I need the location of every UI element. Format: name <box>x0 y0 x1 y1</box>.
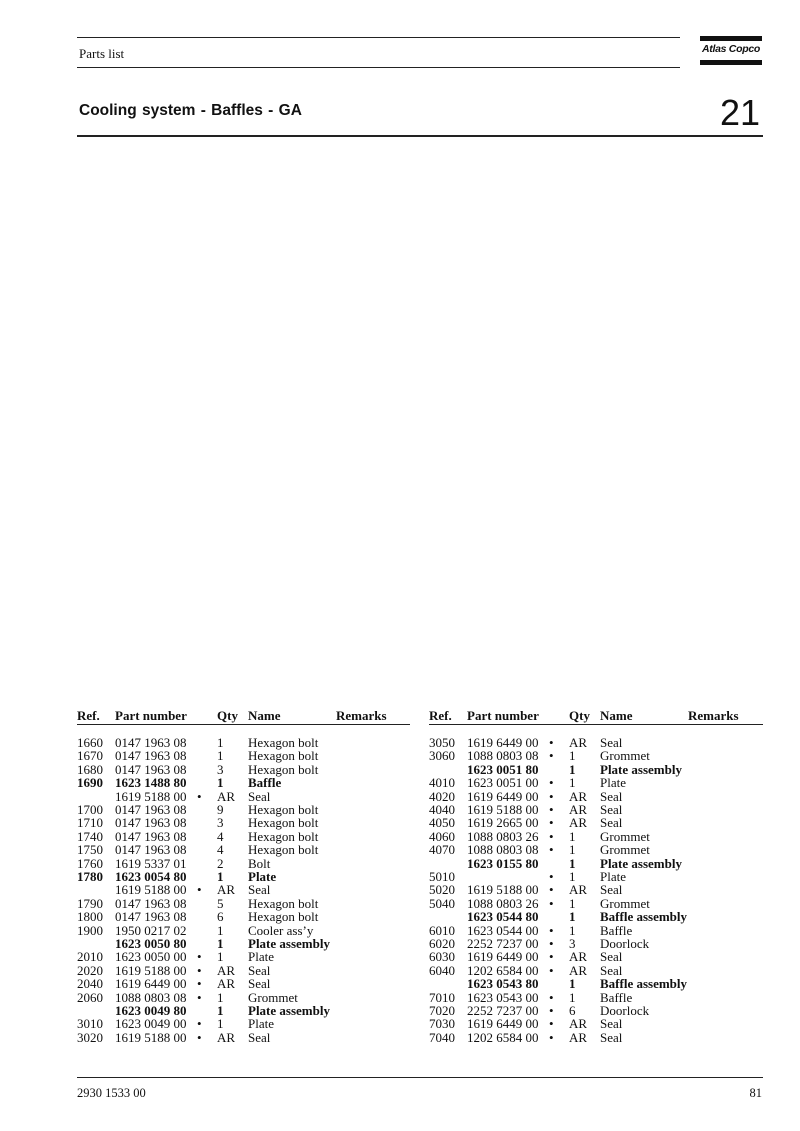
cell-name: Plate <box>600 775 626 791</box>
cell-bullet: • <box>549 895 554 911</box>
cell-qty: 6 <box>569 1003 576 1018</box>
cell-part-number: 1623 0049 80 <box>115 1003 187 1018</box>
cell-name: Grommet <box>600 895 650 911</box>
cell-part-number: 1950 0217 02 <box>115 922 187 938</box>
cell-qty: AR <box>569 949 588 965</box>
col-remarks-header-left: Remarks <box>336 708 387 723</box>
cell-ref: 4050 <box>429 815 455 831</box>
cell-bullet: • <box>197 1016 202 1032</box>
header-top-rule <box>77 37 680 38</box>
cell-qty: AR <box>569 735 588 750</box>
cell-ref: 5010 <box>429 869 455 884</box>
cell-qty: 1 <box>569 909 576 925</box>
cell-part-number: 0147 1963 08 <box>115 802 187 817</box>
cell-qty: 1 <box>569 842 576 858</box>
cell-name: Seal <box>248 882 271 898</box>
cell-qty: 1 <box>217 1003 224 1018</box>
cell-bullet: • <box>549 788 554 804</box>
cell-part-number: 1623 0543 00 <box>467 989 539 1005</box>
cell-name: Plate <box>248 1016 274 1032</box>
cell-name: Hexagon bolt <box>248 802 319 817</box>
cell-name: Baffle <box>600 922 633 938</box>
cell-part-number: 0147 1963 08 <box>115 895 187 911</box>
cell-bullet: • <box>549 735 554 750</box>
col-qty-header-right: Qty <box>569 708 590 723</box>
cell-name: Hexagon bolt <box>248 748 319 764</box>
cell-bullet: • <box>197 788 202 804</box>
cell-ref: 1790 <box>77 895 103 911</box>
cell-ref: 5040 <box>429 895 455 911</box>
cell-qty: 1 <box>217 1016 224 1032</box>
cell-name: Seal <box>248 976 271 992</box>
cell-qty: 3 <box>217 761 224 777</box>
cell-bullet: • <box>549 815 554 831</box>
cell-qty: 4 <box>217 842 224 858</box>
cell-part-number: 0147 1963 08 <box>115 842 187 858</box>
cell-part-number: 1088 0803 08 <box>115 989 187 1005</box>
cell-ref: 1780 <box>77 869 103 884</box>
cell-name: Plate assembly <box>248 936 330 951</box>
header-bottom-rule <box>77 67 680 68</box>
cell-qty: 3 <box>569 936 576 951</box>
cell-ref: 6020 <box>429 936 455 951</box>
cell-qty: 6 <box>217 909 224 925</box>
cell-name: Doorlock <box>600 936 650 951</box>
cell-part-number: 1619 6449 00 <box>467 735 539 750</box>
cell-qty: AR <box>217 962 236 978</box>
cell-ref: 3060 <box>429 748 455 764</box>
cell-name: Seal <box>600 962 623 978</box>
cell-ref: 3010 <box>77 1016 103 1032</box>
col-ref-header-right: Ref. <box>429 708 452 723</box>
header-label: Parts list <box>79 46 125 61</box>
cell-bullet: • <box>549 1016 554 1032</box>
cell-part-number: 1623 0050 00 <box>115 949 187 965</box>
cell-qty: AR <box>217 1029 236 1045</box>
cell-ref: 5020 <box>429 882 455 898</box>
cell-part-number: 1623 0155 80 <box>467 855 539 871</box>
atlas-copco-logo <box>700 36 762 66</box>
cell-name: Plate <box>248 949 274 965</box>
cell-name: Seal <box>600 949 623 965</box>
table-header-rule-left <box>77 724 410 725</box>
cell-name: Hexagon bolt <box>248 735 319 750</box>
cell-name: Doorlock <box>600 1003 650 1018</box>
cell-name: Grommet <box>248 989 298 1005</box>
col-part-header-right: Part number <box>467 708 539 723</box>
cell-name: Grommet <box>600 842 650 858</box>
cell-qty: 1 <box>569 922 576 938</box>
cell-ref: 1690 <box>77 775 103 791</box>
cell-ref: 2020 <box>77 962 103 978</box>
cell-name: Hexagon bolt <box>248 895 319 911</box>
cell-name: Hexagon bolt <box>248 842 319 858</box>
cell-bullet: • <box>197 882 202 898</box>
cell-bullet: • <box>549 882 554 898</box>
cell-qty: 1 <box>217 869 224 884</box>
cell-name: Baffle <box>600 989 633 1005</box>
cell-ref: 6040 <box>429 962 455 978</box>
cell-ref: 1740 <box>77 828 103 844</box>
cell-name: Seal <box>600 735 623 750</box>
cell-qty: 1 <box>569 828 576 844</box>
page-title: Cooling system - Baffles - GA <box>79 102 302 119</box>
cell-name: Baffle assembly <box>600 976 688 992</box>
cell-bullet: • <box>549 922 554 938</box>
cell-qty: 1 <box>569 869 576 884</box>
cell-ref: 2010 <box>77 949 103 965</box>
cell-part-number: 1619 5188 00 <box>115 962 187 978</box>
cell-part-number: 1619 6449 00 <box>467 949 539 965</box>
cell-part-number: 1202 6584 00 <box>467 962 539 978</box>
cell-part-number: 0147 1963 08 <box>115 828 187 844</box>
cell-qty: 1 <box>569 855 576 871</box>
cell-ref: 1700 <box>77 802 103 817</box>
cell-ref: 4060 <box>429 828 455 844</box>
cell-ref: 3050 <box>429 735 455 750</box>
title-rule <box>77 135 763 137</box>
cell-name: Hexagon bolt <box>248 761 319 777</box>
cell-qty: 4 <box>217 828 224 844</box>
cell-part-number: 1623 0543 80 <box>467 976 539 992</box>
cell-qty: 1 <box>217 748 224 764</box>
cell-ref: 1760 <box>77 855 103 871</box>
cell-qty: 1 <box>569 775 576 791</box>
footer-rule <box>77 1077 763 1078</box>
cell-name: Bolt <box>248 855 271 871</box>
cell-qty: 1 <box>569 748 576 764</box>
col-remarks-header-right: Remarks <box>688 708 739 723</box>
cell-part-number: 1088 0803 26 <box>467 895 539 911</box>
cell-part-number: 1088 0803 08 <box>467 748 539 764</box>
cell-bullet: • <box>549 989 554 1005</box>
cell-bullet: • <box>197 962 202 978</box>
col-qty-header-left: Qty <box>217 708 238 723</box>
cell-name: Hexagon bolt <box>248 909 319 925</box>
cell-ref: 2060 <box>77 989 103 1005</box>
cell-part-number: 1619 6449 00 <box>115 976 187 992</box>
cell-qty: 2 <box>217 855 224 871</box>
cell-qty: 5 <box>217 895 224 911</box>
cell-qty: AR <box>569 1029 588 1045</box>
cell-qty: AR <box>569 1016 588 1032</box>
cell-name: Hexagon bolt <box>248 815 319 831</box>
col-ref-header-left: Ref. <box>77 708 100 723</box>
table-header-rule-right <box>429 724 763 725</box>
cell-part-number: 1619 5188 00 <box>467 802 539 817</box>
cell-qty: 1 <box>217 989 224 1005</box>
cell-name: Seal <box>248 962 271 978</box>
cell-part-number: 2252 7237 00 <box>467 936 539 951</box>
cell-part-number: 1623 0054 80 <box>115 869 187 884</box>
cell-name: Seal <box>600 788 623 804</box>
cell-ref: 4070 <box>429 842 455 858</box>
cell-part-number: 1088 0803 08 <box>467 842 539 858</box>
cell-part-number: 1623 0049 00 <box>115 1016 187 1032</box>
cell-ref: 1750 <box>77 842 103 858</box>
cell-bullet: • <box>549 828 554 844</box>
cell-bullet: • <box>549 869 554 884</box>
cell-part-number: 1623 0544 80 <box>467 909 539 925</box>
cell-ref: 7030 <box>429 1016 455 1032</box>
cell-ref: 1800 <box>77 909 103 925</box>
cell-ref: 6030 <box>429 949 455 965</box>
cell-part-number: 0147 1963 08 <box>115 748 187 764</box>
document-code: 2930 1533 00 <box>77 1086 146 1100</box>
cell-qty: 1 <box>217 735 224 750</box>
cell-qty: 1 <box>217 775 224 791</box>
cell-name: Plate assembly <box>600 855 682 871</box>
cell-part-number: 0147 1963 08 <box>115 761 187 777</box>
cell-part-number: 1619 5337 01 <box>115 855 187 871</box>
cell-bullet: • <box>197 949 202 965</box>
cell-ref: 2040 <box>77 976 103 992</box>
cell-name: Grommet <box>600 748 650 764</box>
cell-bullet: • <box>549 949 554 965</box>
section-number: 21 <box>719 92 760 133</box>
cell-name: Seal <box>600 802 623 817</box>
cell-qty: 1 <box>569 989 576 1005</box>
cell-bullet: • <box>549 962 554 978</box>
cell-name: Seal <box>600 815 623 831</box>
cell-qty: AR <box>569 815 588 831</box>
cell-part-number: 1619 2665 00 <box>467 815 539 831</box>
cell-qty: AR <box>569 802 588 817</box>
cell-part-number: 1619 5188 00 <box>115 882 187 898</box>
cell-name: Plate assembly <box>248 1003 330 1018</box>
cell-ref: 4040 <box>429 802 455 817</box>
cell-name: Hexagon bolt <box>248 828 319 844</box>
cell-ref: 7010 <box>429 989 455 1005</box>
cell-ref: 7040 <box>429 1029 455 1045</box>
col-name-header-right: Name <box>600 708 633 723</box>
cell-qty: AR <box>569 962 588 978</box>
cell-bullet: • <box>549 936 554 951</box>
cell-name: Plate assembly <box>600 761 682 777</box>
cell-ref: 6010 <box>429 922 455 938</box>
cell-part-number: 1619 6449 00 <box>467 1016 539 1032</box>
cell-ref: 1680 <box>77 761 103 777</box>
cell-name: Seal <box>600 882 623 898</box>
cell-ref: 7020 <box>429 1003 455 1018</box>
col-name-header-left: Name <box>248 708 281 723</box>
cell-part-number: 0147 1963 08 <box>115 815 187 831</box>
cell-qty: AR <box>217 882 236 898</box>
cell-part-number: 1619 6449 00 <box>467 788 539 804</box>
cell-bullet: • <box>549 1029 554 1045</box>
cell-ref: 1670 <box>77 748 103 764</box>
cell-part-number: 1623 1488 80 <box>115 775 187 791</box>
cell-bullet: • <box>197 976 202 992</box>
cell-part-number: 0147 1963 08 <box>115 735 187 750</box>
col-part-header-left: Part number <box>115 708 187 723</box>
cell-ref: 4010 <box>429 775 455 791</box>
cell-bullet: • <box>197 989 202 1005</box>
cell-part-number: 1623 0050 80 <box>115 936 187 951</box>
cell-name: Grommet <box>600 828 650 844</box>
cell-ref: 1660 <box>77 735 103 750</box>
cell-part-number: 2252 7237 00 <box>467 1003 539 1018</box>
cell-part-number: 0147 1963 08 <box>115 909 187 925</box>
logo-text: Atlas Copco <box>702 43 760 55</box>
cell-name: Baffle assembly <box>600 909 688 925</box>
cell-bullet: • <box>549 842 554 858</box>
cell-part-number: 1619 5188 00 <box>115 1029 187 1045</box>
cell-part-number: 1088 0803 26 <box>467 828 539 844</box>
cell-part-number: 1202 6584 00 <box>467 1029 539 1045</box>
cell-ref: 4020 <box>429 788 455 804</box>
cell-name: Plate <box>600 869 626 884</box>
cell-qty: 1 <box>569 761 576 777</box>
cell-part-number: 1623 0544 00 <box>467 922 539 938</box>
cell-ref: 1710 <box>77 815 103 831</box>
cell-qty: 3 <box>217 815 224 831</box>
cell-qty: 1 <box>569 895 576 911</box>
cell-qty: 9 <box>217 802 224 817</box>
cell-name: Seal <box>600 1016 623 1032</box>
cell-part-number: 1619 5188 00 <box>467 882 539 898</box>
footer-page-number: 81 <box>749 1086 762 1100</box>
cell-name: Seal <box>600 1029 623 1045</box>
cell-qty: 1 <box>217 922 224 938</box>
cell-part-number: 1623 0051 00 <box>467 775 539 791</box>
cell-qty: AR <box>217 788 236 804</box>
cell-qty: AR <box>569 788 588 804</box>
cell-bullet: • <box>549 1003 554 1018</box>
cell-qty: 1 <box>569 976 576 992</box>
cell-name: Seal <box>248 1029 271 1045</box>
cell-part-number: 1619 5188 00 <box>115 788 187 804</box>
cell-name: Seal <box>248 788 271 804</box>
cell-name: Plate <box>248 869 277 884</box>
cell-name: Baffle <box>248 775 282 791</box>
cell-bullet: • <box>549 748 554 764</box>
cell-bullet: • <box>549 775 554 791</box>
cell-part-number: 1623 0051 80 <box>467 761 539 777</box>
cell-qty: 1 <box>217 936 224 951</box>
cell-ref: 1900 <box>77 922 103 938</box>
cell-name: Cooler ass’y <box>248 922 314 938</box>
cell-bullet: • <box>549 802 554 817</box>
cell-bullet: • <box>197 1029 202 1045</box>
cell-ref: 3020 <box>77 1029 103 1045</box>
cell-qty: 1 <box>217 949 224 965</box>
cell-qty: AR <box>217 976 236 992</box>
cell-qty: AR <box>569 882 588 898</box>
